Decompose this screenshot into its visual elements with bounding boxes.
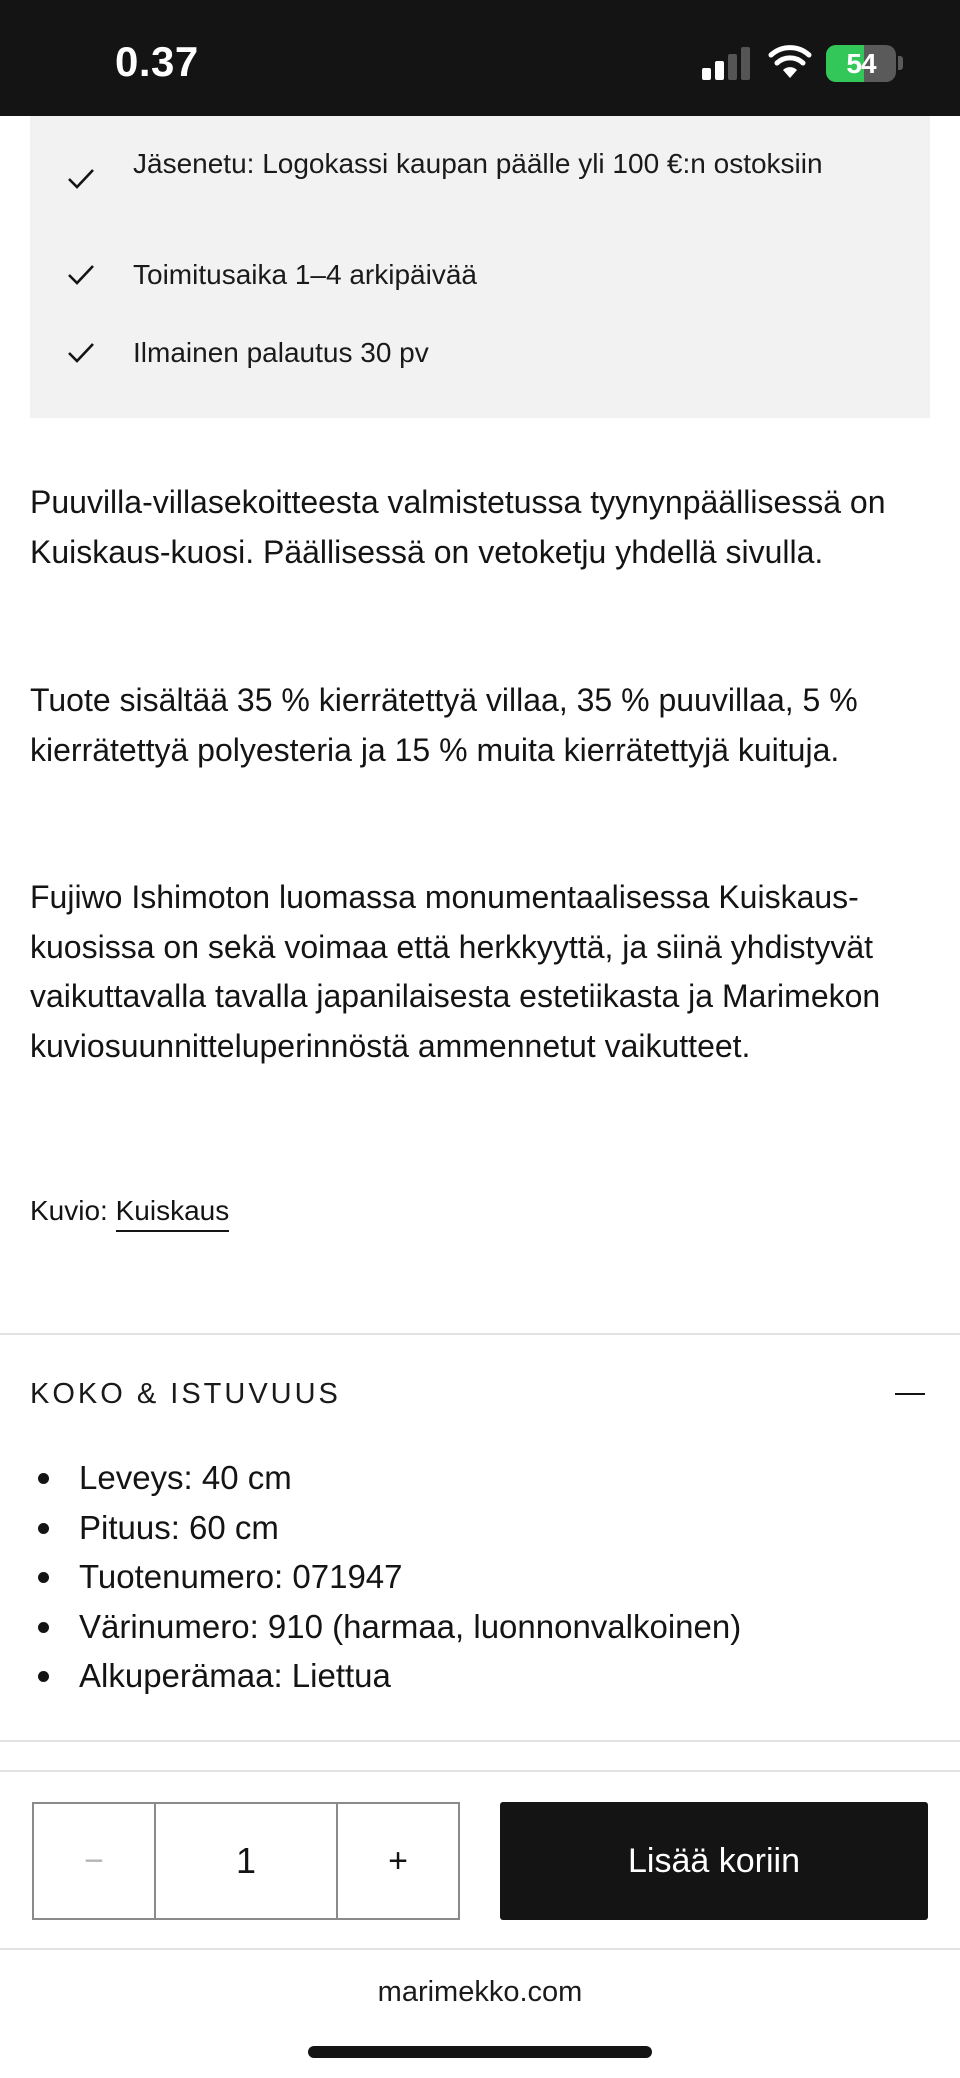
spec-item: Pituus: 60 cm: [30, 1503, 930, 1553]
wifi-icon: [768, 44, 812, 80]
collapse-section-button[interactable]: [888, 1376, 932, 1412]
purchase-bar: [0, 1770, 960, 1950]
spec-item: Leveys: 40 cm: [30, 1453, 930, 1503]
benefit-text: Ilmainen palautus 30 pv: [133, 337, 429, 368]
pattern-link[interactable]: Kuiskaus: [116, 1195, 230, 1232]
check-icon: [66, 260, 96, 290]
browser-domain[interactable]: marimekko.com: [377, 1976, 583, 2008]
benefit-text: Jäsenetu: Logokassi kaupan päälle yli 100 €:n ostoksiin: [133, 148, 823, 179]
description-paragraph: Tuote sisältää 35 % kierrätettyä villaa, 35 % puuvillaa, 5 % kierrätettyä polyesteria ja 15 % muita kierrätettyjä kuituja.: [30, 682, 858, 768]
check-icon: [66, 164, 96, 194]
divider: [0, 1740, 960, 1742]
battery-tip: [898, 56, 903, 70]
add-to-cart-button[interactable]: Lisää koriin: [500, 1802, 928, 1920]
divider: [0, 1333, 960, 1335]
pattern-row: [30, 1192, 229, 1230]
pattern-label: Kuvio:: [30, 1195, 108, 1226]
description-paragraph: Puuvilla-villasekoitteesta valmistetussa tyynynpäällisessä on Kuiskaus-kuosi. Päällisessä on vetoketju yhdellä sivulla.: [30, 484, 886, 570]
description-paragraph: Fujiwo Ishimoton luomassa monumentaalisessa Kuiskaus-kuosissa on sekä voimaa että herkkyyttä, ja siinä yhdistyvät vaikuttavalla tavalla japanilaisesta estetiikasta ja Marimekon kuviosuunnitteluperinnöstä ammennetut vaikutteet.: [30, 879, 881, 1064]
cellular-signal-icon: [702, 46, 750, 80]
status-time: 0.37: [115, 38, 199, 85]
spec-item: Alkuperämaa: Liettua: [30, 1651, 930, 1701]
battery-icon: [826, 45, 896, 82]
status-bar: [0, 0, 960, 116]
increase-quantity-button[interactable]: +: [388, 1841, 408, 1880]
size-section-title: KOKO & ISTUVUUS: [30, 1378, 341, 1410]
decrease-quantity-button[interactable]: −: [84, 1841, 104, 1880]
quantity-value[interactable]: 1: [154, 1804, 338, 1918]
benefits-box: [30, 116, 930, 418]
check-icon: [66, 338, 96, 368]
size-spec-list: [30, 1453, 930, 1701]
home-indicator[interactable]: [308, 2046, 652, 2058]
spec-item: Tuotenumero: 071947: [30, 1552, 930, 1602]
quantity-stepper: [32, 1802, 460, 1920]
benefit-text: Toimitusaika 1–4 arkipäivää: [133, 259, 477, 290]
battery-percent: 54: [846, 48, 876, 79]
spec-item: Värinumero: 910 (harmaa, luonnonvalkoinen): [30, 1602, 930, 1652]
